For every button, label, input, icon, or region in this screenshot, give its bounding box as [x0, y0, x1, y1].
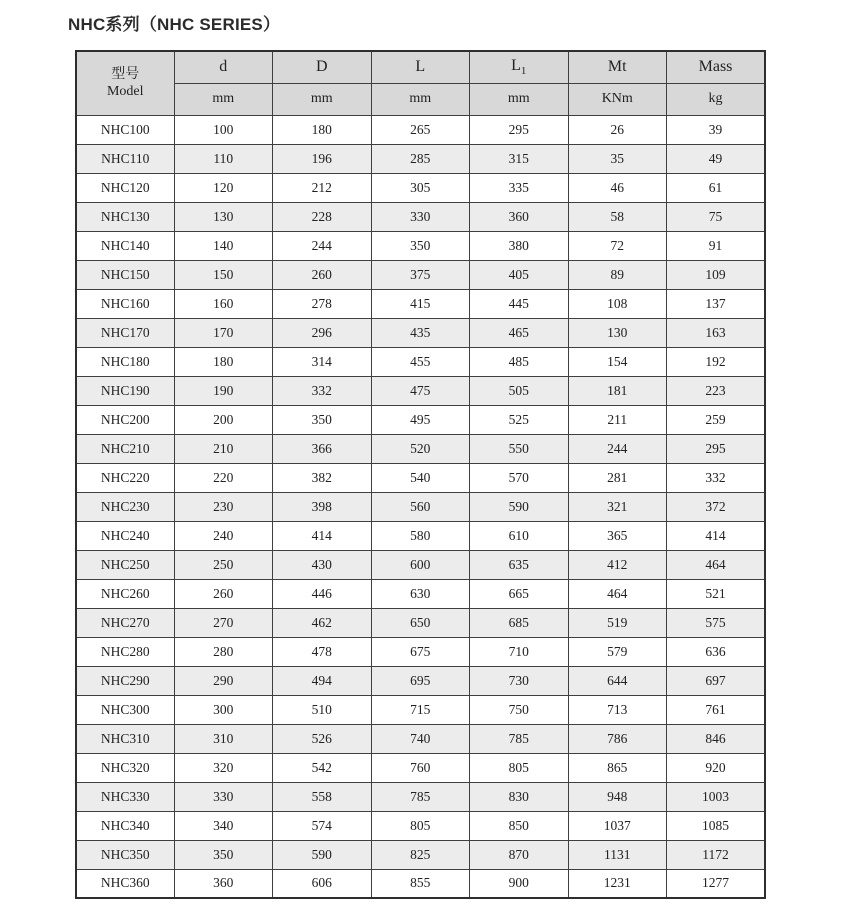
model-cell: NHC160: [76, 289, 174, 318]
value-cell-d: 210: [174, 434, 273, 463]
value-cell-mt: 412: [568, 550, 667, 579]
value-cell-l: 600: [371, 550, 470, 579]
value-cell-d: 366: [273, 434, 372, 463]
column-header-d: D: [273, 51, 372, 83]
model-cell: NHC300: [76, 695, 174, 724]
value-cell-mt: 108: [568, 289, 667, 318]
value-cell-l1: 805: [470, 753, 569, 782]
value-cell-mass: 91: [667, 231, 766, 260]
value-cell-mt: 58: [568, 202, 667, 231]
value-cell-d: 150: [174, 260, 273, 289]
value-cell-mt: 281: [568, 463, 667, 492]
value-cell-d: 350: [273, 405, 372, 434]
value-cell-d: 190: [174, 376, 273, 405]
value-cell-l1: 380: [470, 231, 569, 260]
value-cell-l1: 730: [470, 666, 569, 695]
value-cell-d: 332: [273, 376, 372, 405]
value-cell-mt: 1231: [568, 869, 667, 898]
value-cell-d: 244: [273, 231, 372, 260]
model-cell: NHC180: [76, 347, 174, 376]
model-cell: NHC140: [76, 231, 174, 260]
model-header-cn: 型号: [111, 66, 140, 82]
value-cell-l1: 830: [470, 782, 569, 811]
value-cell-l: 715: [371, 695, 470, 724]
value-cell-mass: 521: [667, 579, 766, 608]
model-cell: NHC130: [76, 202, 174, 231]
column-unit-d: mm: [273, 83, 372, 115]
value-cell-d: 574: [273, 811, 372, 840]
column-unit-d: mm: [174, 83, 273, 115]
table-row: [76, 202, 765, 231]
value-cell-l1: 570: [470, 463, 569, 492]
model-cell: NHC200: [76, 405, 174, 434]
value-cell-d: 200: [174, 405, 273, 434]
value-cell-mt: 713: [568, 695, 667, 724]
value-cell-d: 270: [174, 608, 273, 637]
column-unit-mt: KNm: [568, 83, 667, 115]
value-cell-d: 310: [174, 724, 273, 753]
value-cell-l: 825: [371, 840, 470, 869]
table-row: [76, 869, 765, 898]
value-cell-d: 228: [273, 202, 372, 231]
model-cell: NHC190: [76, 376, 174, 405]
value-cell-l1: 590: [470, 492, 569, 521]
value-cell-mass: 192: [667, 347, 766, 376]
value-cell-d: 350: [174, 840, 273, 869]
model-header-en: Model: [106, 84, 144, 100]
value-cell-d: 606: [273, 869, 372, 898]
value-cell-l1: 635: [470, 550, 569, 579]
value-cell-mass: 414: [667, 521, 766, 550]
value-cell-mass: 61: [667, 173, 766, 202]
table-row: [76, 608, 765, 637]
value-cell-mass: 1277: [667, 869, 766, 898]
model-cell: NHC280: [76, 637, 174, 666]
column-header-model: [76, 51, 174, 115]
value-cell-d: 510: [273, 695, 372, 724]
model-cell: NHC340: [76, 811, 174, 840]
value-cell-l: 675: [371, 637, 470, 666]
column-header-l1: $L_1$: [470, 51, 569, 83]
value-cell-mt: 244: [568, 434, 667, 463]
value-cell-mass: 163: [667, 318, 766, 347]
value-cell-d: 196: [273, 144, 372, 173]
value-cell-mass: 75: [667, 202, 766, 231]
table-row: [76, 318, 765, 347]
value-cell-l1: 315: [470, 144, 569, 173]
model-cell: NHC320: [76, 753, 174, 782]
table-header: [76, 51, 765, 115]
value-cell-mt: 786: [568, 724, 667, 753]
value-cell-mass: 259: [667, 405, 766, 434]
value-cell-l: 855: [371, 869, 470, 898]
table-row: [76, 840, 765, 869]
value-cell-l: 415: [371, 289, 470, 318]
value-cell-l1: 485: [470, 347, 569, 376]
value-cell-d: 430: [273, 550, 372, 579]
value-cell-d: 278: [273, 289, 372, 318]
value-cell-d: 382: [273, 463, 372, 492]
value-cell-d: 180: [174, 347, 273, 376]
table-row: [76, 521, 765, 550]
value-cell-l: 265: [371, 115, 470, 144]
value-cell-d: 260: [174, 579, 273, 608]
value-cell-l: 695: [371, 666, 470, 695]
value-cell-mass: 1003: [667, 782, 766, 811]
value-cell-l: 540: [371, 463, 470, 492]
column-unit-l1: mm: [470, 83, 569, 115]
model-cell: NHC100: [76, 115, 174, 144]
value-cell-d: 130: [174, 202, 273, 231]
value-cell-l: 580: [371, 521, 470, 550]
value-cell-l: 475: [371, 376, 470, 405]
value-cell-l: 805: [371, 811, 470, 840]
model-cell: NHC270: [76, 608, 174, 637]
value-cell-mass: 636: [667, 637, 766, 666]
value-cell-mass: 109: [667, 260, 766, 289]
value-cell-d: 398: [273, 492, 372, 521]
table-row: [76, 666, 765, 695]
value-cell-d: 220: [174, 463, 273, 492]
value-cell-l: 740: [371, 724, 470, 753]
nhc-series-table: [75, 50, 766, 899]
value-cell-mass: 223: [667, 376, 766, 405]
value-cell-l1: 445: [470, 289, 569, 318]
model-cell: NHC260: [76, 579, 174, 608]
value-cell-l: 560: [371, 492, 470, 521]
value-cell-d: 296: [273, 318, 372, 347]
value-cell-mass: 464: [667, 550, 766, 579]
column-header-d: d: [174, 51, 273, 83]
value-cell-l1: 685: [470, 608, 569, 637]
value-cell-d: 526: [273, 724, 372, 753]
page-title: NHC系列（NHC SERIES）: [68, 15, 281, 34]
table-row: [76, 492, 765, 521]
value-cell-mt: 46: [568, 173, 667, 202]
value-cell-d: 170: [174, 318, 273, 347]
value-cell-l: 495: [371, 405, 470, 434]
value-cell-l: 375: [371, 260, 470, 289]
value-cell-l1: 295: [470, 115, 569, 144]
value-cell-mt: 1037: [568, 811, 667, 840]
table-row: [76, 811, 765, 840]
value-cell-d: 314: [273, 347, 372, 376]
value-cell-l: 650: [371, 608, 470, 637]
table-row: [76, 782, 765, 811]
value-cell-mt: 26: [568, 115, 667, 144]
column-header-l: L: [371, 51, 470, 83]
value-cell-d: 110: [174, 144, 273, 173]
value-cell-d: 340: [174, 811, 273, 840]
value-cell-l1: 465: [470, 318, 569, 347]
value-cell-l1: 870: [470, 840, 569, 869]
table-row: [76, 724, 765, 753]
table-row: [76, 405, 765, 434]
value-cell-d: 290: [174, 666, 273, 695]
value-cell-l1: 665: [470, 579, 569, 608]
value-cell-mt: 365: [568, 521, 667, 550]
value-cell-mt: 181: [568, 376, 667, 405]
value-cell-l1: 550: [470, 434, 569, 463]
table-row: [76, 376, 765, 405]
value-cell-l: 520: [371, 434, 470, 463]
table-row: [76, 463, 765, 492]
value-cell-l: 760: [371, 753, 470, 782]
value-cell-l1: 610: [470, 521, 569, 550]
value-cell-d: 330: [174, 782, 273, 811]
value-cell-d: 558: [273, 782, 372, 811]
table-row: [76, 434, 765, 463]
value-cell-d: 230: [174, 492, 273, 521]
value-cell-d: 160: [174, 289, 273, 318]
value-cell-mt: 865: [568, 753, 667, 782]
value-cell-mt: 89: [568, 260, 667, 289]
value-cell-mass: 137: [667, 289, 766, 318]
table-row: [76, 260, 765, 289]
value-cell-d: 478: [273, 637, 372, 666]
model-cell: NHC250: [76, 550, 174, 579]
value-cell-mt: 519: [568, 608, 667, 637]
value-cell-mass: 39: [667, 115, 766, 144]
value-cell-d: 300: [174, 695, 273, 724]
value-cell-mt: 211: [568, 405, 667, 434]
model-cell: NHC330: [76, 782, 174, 811]
table-row: [76, 550, 765, 579]
model-cell: NHC170: [76, 318, 174, 347]
value-cell-d: 180: [273, 115, 372, 144]
column-header-mass: Mass: [667, 51, 766, 83]
value-cell-d: 320: [174, 753, 273, 782]
value-cell-mass: 761: [667, 695, 766, 724]
value-cell-mt: 130: [568, 318, 667, 347]
value-cell-mt: 321: [568, 492, 667, 521]
value-cell-d: 462: [273, 608, 372, 637]
value-cell-d: 494: [273, 666, 372, 695]
value-cell-l: 305: [371, 173, 470, 202]
model-cell: NHC310: [76, 724, 174, 753]
value-cell-d: 212: [273, 173, 372, 202]
value-cell-d: 240: [174, 521, 273, 550]
value-cell-l: 330: [371, 202, 470, 231]
value-cell-l: 785: [371, 782, 470, 811]
value-cell-d: 250: [174, 550, 273, 579]
value-cell-l: 285: [371, 144, 470, 173]
model-cell: NHC150: [76, 260, 174, 289]
value-cell-l: 455: [371, 347, 470, 376]
value-cell-mass: 575: [667, 608, 766, 637]
value-cell-mt: 35: [568, 144, 667, 173]
value-cell-mass: 697: [667, 666, 766, 695]
value-cell-mass: 332: [667, 463, 766, 492]
model-cell: NHC290: [76, 666, 174, 695]
value-cell-d: 280: [174, 637, 273, 666]
model-cell: NHC220: [76, 463, 174, 492]
value-cell-d: 414: [273, 521, 372, 550]
value-cell-mass: 49: [667, 144, 766, 173]
model-cell: NHC360: [76, 869, 174, 898]
value-cell-mass: 1085: [667, 811, 766, 840]
value-cell-l1: 525: [470, 405, 569, 434]
table-row: [76, 637, 765, 666]
model-cell: NHC230: [76, 492, 174, 521]
value-cell-l1: 405: [470, 260, 569, 289]
table-row: [76, 695, 765, 724]
value-cell-mt: 464: [568, 579, 667, 608]
value-cell-l1: 900: [470, 869, 569, 898]
table-row: [76, 231, 765, 260]
value-cell-l1: 710: [470, 637, 569, 666]
value-cell-mt: 579: [568, 637, 667, 666]
value-cell-mass: 372: [667, 492, 766, 521]
column-unit-mass: kg: [667, 83, 766, 115]
value-cell-d: 260: [273, 260, 372, 289]
value-cell-d: 360: [174, 869, 273, 898]
value-cell-l1: 505: [470, 376, 569, 405]
value-cell-mass: 920: [667, 753, 766, 782]
table-row: [76, 289, 765, 318]
value-cell-mass: 846: [667, 724, 766, 753]
value-cell-mt: 154: [568, 347, 667, 376]
table-row: [76, 173, 765, 202]
value-cell-l: 350: [371, 231, 470, 260]
value-cell-d: 446: [273, 579, 372, 608]
value-cell-l1: 360: [470, 202, 569, 231]
model-cell: NHC350: [76, 840, 174, 869]
table-row: [76, 347, 765, 376]
value-cell-l1: 750: [470, 695, 569, 724]
table-row: [76, 579, 765, 608]
value-cell-l: 630: [371, 579, 470, 608]
value-cell-mt: 72: [568, 231, 667, 260]
table-row: [76, 144, 765, 173]
value-cell-d: 120: [174, 173, 273, 202]
column-header-mt: Mt: [568, 51, 667, 83]
value-cell-mass: 295: [667, 434, 766, 463]
model-cell: NHC240: [76, 521, 174, 550]
table-row: [76, 753, 765, 782]
model-cell: NHC120: [76, 173, 174, 202]
value-cell-d: 542: [273, 753, 372, 782]
value-cell-mt: 948: [568, 782, 667, 811]
table-body: [76, 115, 765, 898]
value-cell-d: 100: [174, 115, 273, 144]
value-cell-mass: 1172: [667, 840, 766, 869]
value-cell-l1: 850: [470, 811, 569, 840]
value-cell-mt: 1131: [568, 840, 667, 869]
column-unit-l: mm: [371, 83, 470, 115]
value-cell-d: 140: [174, 231, 273, 260]
model-cell: NHC210: [76, 434, 174, 463]
value-cell-l1: 335: [470, 173, 569, 202]
value-cell-l1: 785: [470, 724, 569, 753]
model-cell: NHC110: [76, 144, 174, 173]
value-cell-mt: 644: [568, 666, 667, 695]
value-cell-l: 435: [371, 318, 470, 347]
value-cell-d: 590: [273, 840, 372, 869]
table-row: [76, 115, 765, 144]
